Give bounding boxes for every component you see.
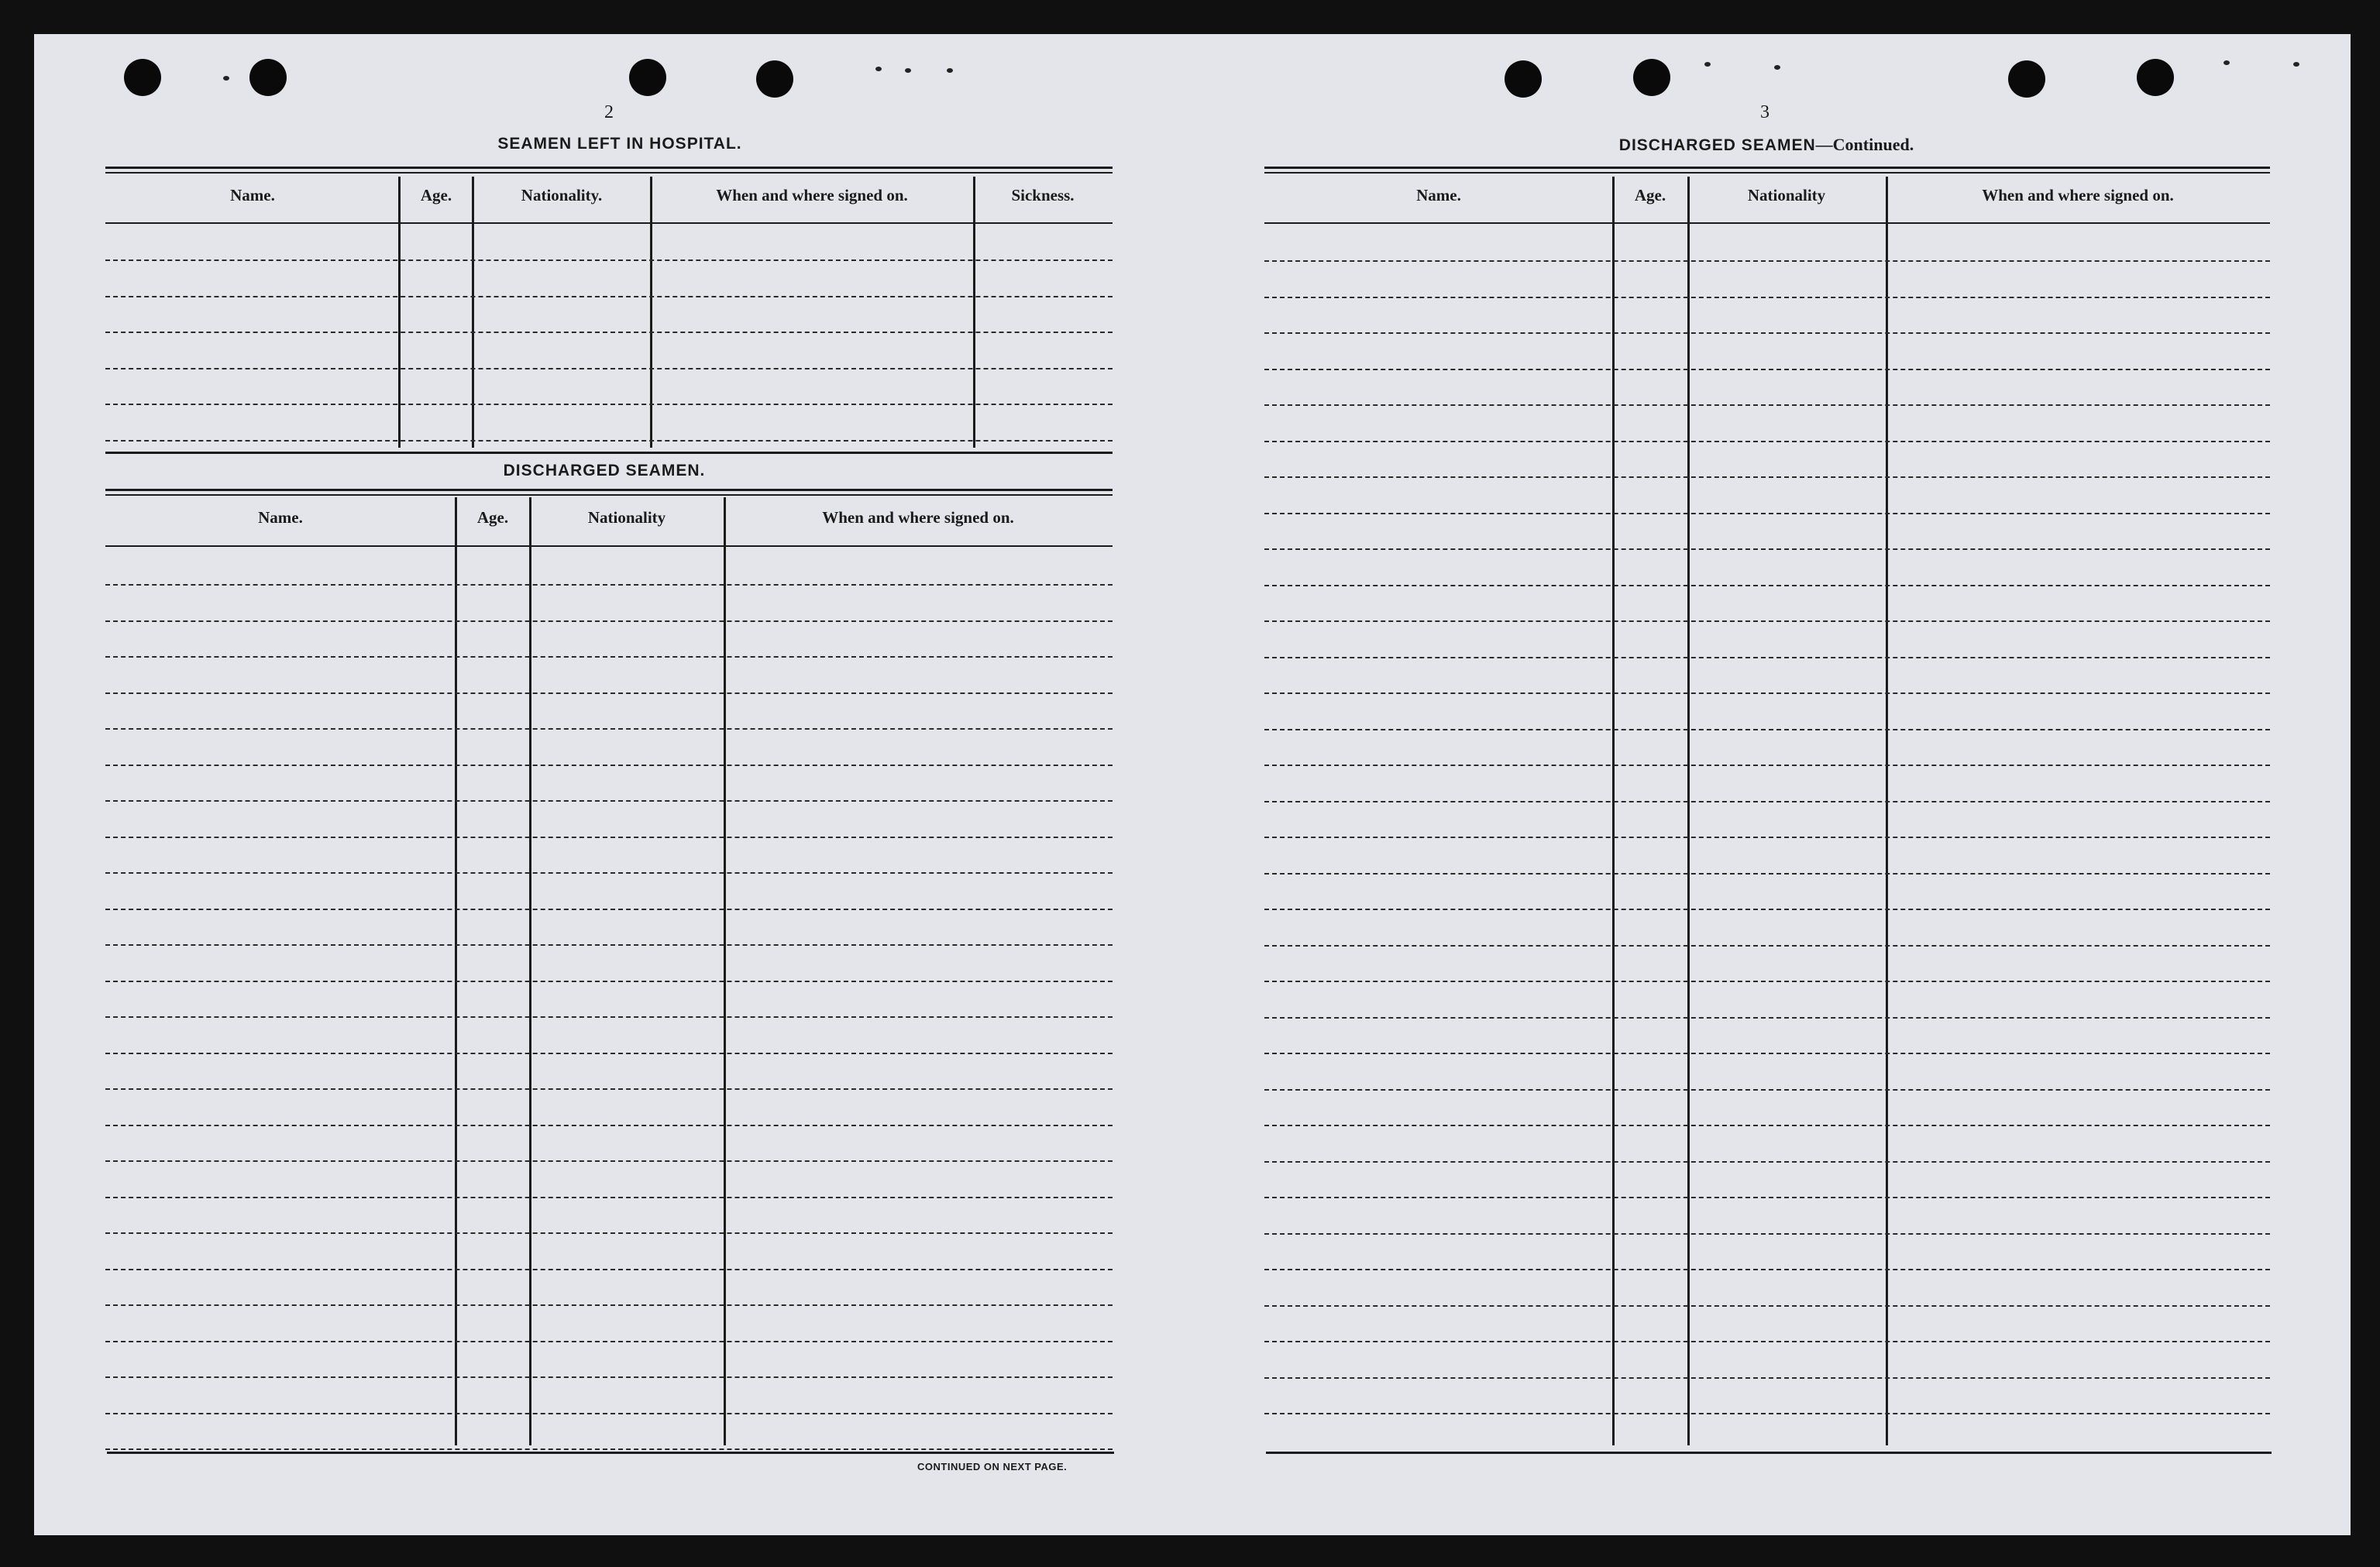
- entry-line: [1264, 1089, 2270, 1091]
- right-col-nationality: Nationality: [1747, 186, 1826, 204]
- hospital-col-nationality: Nationality.: [521, 186, 603, 204]
- continued-note: CONTINUED ON NEXT PAGE.: [917, 1461, 1068, 1472]
- ink-speck: [947, 68, 953, 73]
- entry-line: [1264, 369, 2270, 370]
- hospital-section-title: SEAMEN LEFT IN HOSPITAL.: [497, 135, 742, 153]
- discharged-col-name: Name.: [258, 508, 303, 527]
- hospital-divider: [973, 177, 975, 448]
- discharged-title-rule-thin: [105, 494, 1113, 496]
- entry-line: [1264, 297, 2270, 298]
- entry-line: [1264, 1305, 2270, 1307]
- punch-hole: [2137, 59, 2174, 96]
- entry-line: [105, 404, 1113, 405]
- entry-line: [1264, 1233, 2270, 1235]
- entry-line: [1264, 585, 2270, 586]
- entry-line: [1264, 1341, 2270, 1342]
- entry-line: [105, 1088, 1113, 1090]
- entry-line: [105, 1016, 1113, 1018]
- entry-line: [1264, 1413, 2270, 1414]
- entry-line: [105, 944, 1113, 946]
- ink-speck: [1774, 65, 1780, 70]
- entry-line: [105, 1197, 1113, 1198]
- entry-line: [105, 728, 1113, 730]
- entry-line: [1264, 837, 2270, 838]
- hospital-header-underline: [105, 222, 1113, 224]
- right-header-underline: [1264, 222, 2270, 224]
- entry-line: [1264, 260, 2270, 262]
- entry-line: [105, 800, 1113, 802]
- hospital-col-age: Age.: [420, 186, 452, 204]
- hospital-divider: [472, 177, 474, 448]
- continued-title-suffix: —Continued.: [1815, 135, 1914, 154]
- right-col-age: Age.: [1634, 186, 1666, 204]
- ink-speck: [905, 68, 911, 73]
- entry-line: [1264, 1125, 2270, 1126]
- right-divider: [1886, 177, 1888, 1445]
- ink-speck: [223, 76, 229, 81]
- hospital-top-rule-thin: [105, 172, 1113, 174]
- entry-line: [1264, 548, 2270, 550]
- entry-line: [105, 259, 1113, 261]
- right-bottom-rule: [1266, 1452, 2272, 1454]
- right-col-signed-on: When and where signed on.: [1982, 186, 2174, 204]
- entry-line: [105, 440, 1113, 442]
- discharged-col-age: Age.: [476, 508, 509, 527]
- entry-line: [105, 1341, 1113, 1342]
- hospital-col-sickness: Sickness.: [1011, 186, 1075, 204]
- entry-line: [105, 1413, 1113, 1414]
- punch-hole: [756, 60, 793, 98]
- entry-line: [1264, 332, 2270, 334]
- entry-line: [1264, 1269, 2270, 1270]
- discharged-divider: [724, 497, 726, 1445]
- discharged-top-rule: [105, 452, 1113, 454]
- entry-line: [105, 981, 1113, 982]
- entry-line: [105, 1376, 1113, 1378]
- page-number-left: 2: [604, 102, 614, 122]
- entry-line: [1264, 729, 2270, 730]
- entry-line: [1264, 1161, 2270, 1163]
- entry-line: [1264, 945, 2270, 947]
- entry-line: [105, 692, 1113, 694]
- right-divider: [1687, 177, 1690, 1445]
- entry-line: [105, 837, 1113, 838]
- entry-line: [105, 872, 1113, 874]
- entry-line: [1264, 981, 2270, 982]
- entry-line: [105, 332, 1113, 333]
- entry-line: [1264, 620, 2270, 622]
- hospital-divider: [650, 177, 652, 448]
- punch-hole: [629, 59, 666, 96]
- punch-hole: [1505, 60, 1542, 98]
- hospital-top-rule: [105, 167, 1113, 169]
- entry-line: [105, 620, 1113, 622]
- punch-hole: [1633, 59, 1670, 96]
- entry-line: [105, 1125, 1113, 1126]
- entry-line: [1264, 1377, 2270, 1379]
- punch-hole: [249, 59, 287, 96]
- entry-line: [105, 368, 1113, 369]
- entry-line: [105, 656, 1113, 658]
- entry-line: [1264, 1017, 2270, 1019]
- discharged-header-underline: [105, 545, 1113, 547]
- ink-speck: [1704, 62, 1711, 67]
- entry-line: [105, 1304, 1113, 1306]
- ink-speck: [875, 67, 882, 71]
- entry-line: [1264, 1197, 2270, 1198]
- entry-line: [105, 1269, 1113, 1270]
- left-bottom-rule: [107, 1452, 1114, 1454]
- entry-line: [1264, 909, 2270, 910]
- entry-line: [105, 584, 1113, 586]
- punch-hole: [2008, 60, 2045, 98]
- continued-section-title: [1534, 135, 1999, 155]
- discharged-title-rule: [105, 489, 1113, 491]
- discharged-col-nationality: Nationality: [587, 508, 666, 527]
- right-col-name: Name.: [1416, 186, 1461, 204]
- page-number-right: 3: [1760, 102, 1770, 122]
- hospital-col-signed-on: When and where signed on.: [716, 186, 908, 204]
- entry-line: [1264, 657, 2270, 658]
- entry-line: [105, 1448, 1113, 1450]
- entry-line: [105, 909, 1113, 910]
- entry-line: [105, 296, 1113, 297]
- hospital-col-name: Name.: [230, 186, 275, 204]
- entry-line: [1264, 404, 2270, 406]
- right-top-rule: [1264, 167, 2270, 169]
- ink-speck: [2293, 62, 2299, 67]
- discharged-section-title: DISCHARGED SEAMEN.: [503, 462, 706, 479]
- entry-line: [1264, 801, 2270, 802]
- discharged-divider: [455, 497, 457, 1445]
- entry-line: [1264, 1053, 2270, 1054]
- entry-line: [1264, 441, 2270, 442]
- discharged-col-signed-on: When and where signed on.: [822, 508, 1014, 527]
- entry-line: [1264, 513, 2270, 514]
- entry-line: [1264, 476, 2270, 478]
- hospital-divider: [398, 177, 401, 448]
- entry-line: [1264, 692, 2270, 694]
- entry-line: [105, 765, 1113, 766]
- entry-line: [1264, 873, 2270, 875]
- entry-line: [105, 1053, 1113, 1054]
- entry-line: [105, 1160, 1113, 1162]
- right-divider: [1612, 177, 1615, 1445]
- continued-title-main: DISCHARGED SEAMEN: [1618, 136, 1816, 154]
- right-top-rule-thin: [1264, 172, 2270, 174]
- entry-line: [1264, 765, 2270, 766]
- entry-line: [105, 1232, 1113, 1234]
- ink-speck: [2224, 60, 2230, 65]
- punch-hole: [124, 59, 161, 96]
- discharged-divider: [529, 497, 531, 1445]
